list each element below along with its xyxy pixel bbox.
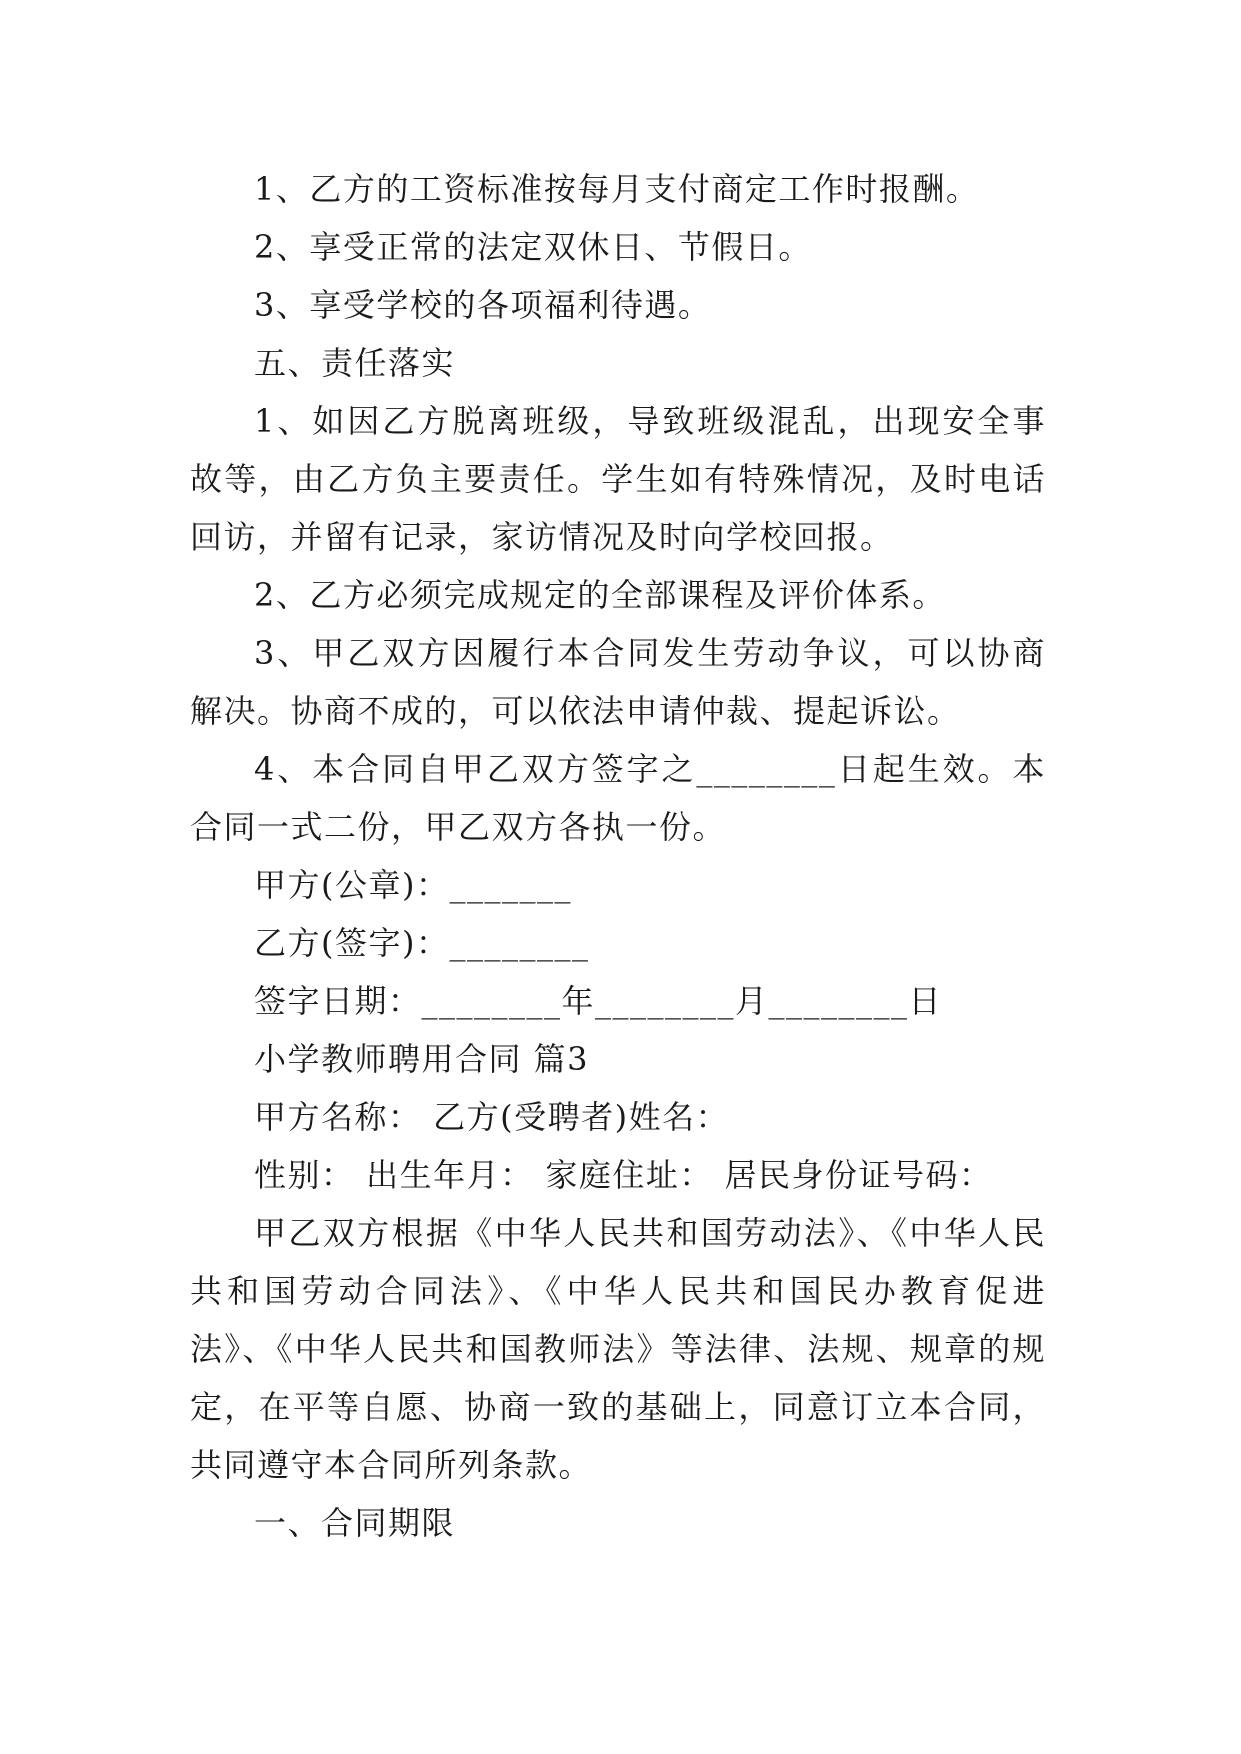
section-heading-responsibility: 五、责任落实 bbox=[254, 344, 456, 382]
clause-responsibility-2: 2、乙方必须完成规定的全部课程及评价体系。 bbox=[254, 576, 946, 614]
clause-responsibility-3: 3、甲乙双方因履行本合同发生劳动争议，可以协商解决。协商不成的，可以依法申请仲裁、提起诉讼。 bbox=[190, 634, 1046, 730]
clause-responsibility-4: 4、本合同自甲乙双方签字之________日起生效。本合同一式二份，甲乙双方各执一份。 bbox=[190, 750, 1046, 846]
clause-responsibility-1: 1、如因乙方脱离班级，导致班级混乱，出现安全事故等，由乙方负主要责任。学生如有特殊情况，及时电话回访，并留有记录，家访情况及时向学校回报。 bbox=[190, 402, 1046, 556]
personal-info-line: 性别： 出生年月： 家庭住址： 居民身份证号码： bbox=[254, 1156, 993, 1194]
party-names-line: 甲方名称： 乙方(受聘者)姓名： bbox=[254, 1098, 730, 1136]
party-b-signature-line: 乙方(签字)：________ bbox=[254, 924, 590, 962]
document-body bbox=[190, 160, 1046, 1552]
contract-title: 小学教师聘用合同 篇3 bbox=[254, 1040, 590, 1078]
signing-date-line: 签字日期：________年________月________日 bbox=[254, 982, 943, 1020]
clause-welfare: 3、享受学校的各项福利待遇。 bbox=[254, 286, 712, 324]
section-heading-term: 一、合同期限 bbox=[254, 1504, 456, 1542]
clause-salary: 1、乙方的工资标准按每月支付商定工作时报酬。 bbox=[254, 170, 980, 208]
party-a-seal-line: 甲方(公章)：_______ bbox=[254, 866, 572, 904]
clause-holidays: 2、享受正常的法定双休日、节假日。 bbox=[254, 228, 812, 266]
contract-preamble: 甲乙双方根据《中华人民共和国劳动法》、《中华人民共和国劳动合同法》、《中华人民共和国民办教育促进法》、《中华人民共和国教师法》等法律、法规、规章的规定，在平等自愿、协商一致的基础上，同意订立本合同，共同遵守本合同所列条款。 bbox=[190, 1214, 1046, 1484]
